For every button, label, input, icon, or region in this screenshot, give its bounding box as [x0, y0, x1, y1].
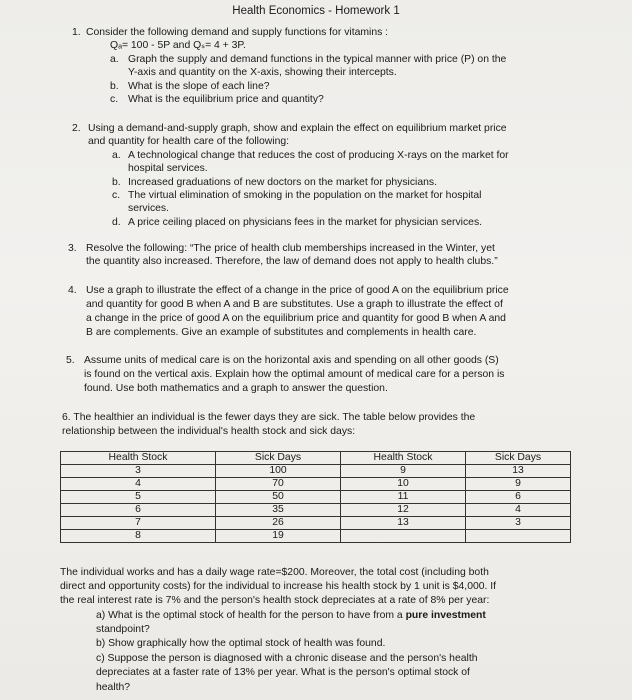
q1-line-1: Consider the following demand and supply functions for vitamins :: [86, 27, 389, 38]
table-cell: 19: [216, 530, 341, 543]
q2-c-line-1: The virtual elimination of smoking in the population on the market for hospital: [128, 190, 482, 201]
q2-a-letter: a.: [112, 150, 121, 161]
q1-b-letter: b.: [110, 81, 119, 92]
q3-line-2: the quantity also increased. Therefore, the law of demand does not apply to health clubs.”: [86, 256, 498, 267]
q6-part-a-line-2: standpoint?: [96, 624, 150, 635]
q6-part-b: b) Show graphically how the optimal stock of health was found.: [96, 638, 386, 649]
q1-b-line-1: What is the slope of each line?: [128, 81, 270, 92]
q4-line-1: Use a graph to illustrate the effect of a change in the price of good A on the equilibrium price: [86, 285, 509, 296]
table-header: Sick Days: [466, 452, 571, 465]
table-row: [61, 465, 571, 478]
table-cell: 35: [216, 504, 341, 517]
q2-b-letter: b.: [112, 177, 121, 188]
q1-a-line-1: Graph the supply and demand functions in the typical manner with price (P) on the: [128, 54, 507, 65]
q6-line-1: 6. The healthier an individual is the fewer days they are sick. The table below provides the: [62, 412, 476, 423]
q1-number: 1.: [72, 27, 81, 38]
q6-after-line-3: the real interest rate is 7% and the person's health stock depreciates at a rate of 8% per year:: [60, 595, 490, 606]
q5-line-3: found. Use both mathematics and a graph to answer the question.: [84, 383, 388, 394]
q1-c-letter: c.: [110, 94, 119, 105]
table-cell: [341, 530, 466, 543]
q1-line-2: Qₐ= 100 - 5P and Qₛ= 4 + 3P.: [110, 40, 246, 51]
table-cell: 6: [466, 491, 571, 504]
table-cell: 6: [61, 504, 216, 517]
q2-line-1: Using a demand-and-supply graph, show and explain the effect on equilibrium market price: [88, 123, 507, 134]
q6-line-2: relationship between the individual's health stock and sick days:: [62, 426, 356, 437]
q6-part-c-line-1: c) Suppose the person is diagnosed with a chronic disease and the person's health: [96, 653, 478, 664]
table-cell: 9: [341, 465, 466, 478]
table-cell: 26: [216, 517, 341, 530]
health-stock-table: [60, 451, 571, 543]
q2-c-letter: c.: [112, 190, 121, 201]
q2-line-2: and quantity for health care of the following:: [88, 136, 290, 147]
q2-a-line-2: hospital services.: [128, 163, 208, 174]
table-cell: 70: [216, 478, 341, 491]
table-cell: [466, 530, 571, 543]
table-cell: 5: [61, 491, 216, 504]
q5-line-2: is found on the vertical axis. Explain how the optimal amount of medical care for a person is: [84, 369, 505, 380]
q5-number: 5.: [66, 355, 75, 366]
q2-number: 2.: [72, 123, 81, 134]
table-cell: 11: [341, 491, 466, 504]
table-header: Health Stock: [341, 452, 466, 465]
q4-line-3: a change in the price of good A on the equilibrium price and quantity for good B when A and: [86, 313, 506, 324]
table-row: [61, 517, 571, 530]
pure-investment-bold: pure investment: [405, 610, 486, 621]
table-cell: 13: [341, 517, 466, 530]
q1-a-letter: a.: [110, 54, 119, 65]
q2-d-line-1: A price ceiling placed on physicians fees in the market for physician services.: [128, 217, 483, 228]
q6-part-c-line-2: depreciates at a faster rate of 13% per year. What is the person's optimal stock of: [96, 667, 470, 678]
table-header-row: [61, 452, 571, 465]
table-cell: 3: [61, 465, 216, 478]
table-cell: 12: [341, 504, 466, 517]
q6-after-line-1: The individual works and has a daily wage rate=$200. Moreover, the total cost (including both: [60, 567, 489, 578]
table-cell: 4: [466, 504, 571, 517]
table-cell: 13: [466, 465, 571, 478]
table-cell: 3: [466, 517, 571, 530]
q2-b-line-1: Increased graduations of new doctors on the market for physicians.: [128, 177, 437, 188]
q6-part-c-line-3: health?: [96, 682, 131, 693]
table-cell: 100: [216, 465, 341, 478]
table-cell: 50: [216, 491, 341, 504]
q6-after-line-2: direct and opportunity costs) for the individual to increase his health stock by 1 unit is $4,000. If: [60, 581, 497, 592]
table-cell: 4: [61, 478, 216, 491]
q1-a-line-2: Y-axis and quantity on the X-axis, showing their intercepts.: [128, 67, 397, 78]
table-header: Sick Days: [216, 452, 341, 465]
table-row: [61, 478, 571, 491]
q6-part-a-line-1: a) What is the optimal stock of health for the person to have from a pure investment: [96, 610, 486, 621]
table-row: [61, 491, 571, 504]
q4-line-4: B are complements. Give an example of substitutes and complements in health care.: [86, 327, 477, 338]
q2-d-letter: d.: [112, 217, 121, 228]
table-cell: 10: [341, 478, 466, 491]
page-title: Health Economics - Homework 1: [232, 5, 400, 17]
table-cell: 9: [466, 478, 571, 491]
q5-line-1: Assume units of medical care is on the horizontal axis and spending on all other goods (S): [84, 355, 499, 366]
table-header: Health Stock: [61, 452, 216, 465]
table-row: [61, 504, 571, 517]
q2-a-line-1: A technological change that reduces the cost of producing X-rays on the market for: [128, 150, 509, 161]
q4-line-2: and quantity for good B when A and B are substitutes. Use a graph to illustrate the effect of: [86, 299, 503, 310]
q4-number: 4.: [68, 285, 77, 296]
table-cell: 7: [61, 517, 216, 530]
q1-c-line-1: What is the equilibrium price and quantity?: [128, 94, 324, 105]
table-cell: 8: [61, 530, 216, 543]
q3-number: 3.: [68, 243, 77, 254]
table-row: [61, 530, 571, 543]
q2-c-line-2: services.: [128, 203, 169, 214]
q3-line-1: Resolve the following: “The price of health club memberships increased in the Winter, yet: [86, 243, 495, 254]
